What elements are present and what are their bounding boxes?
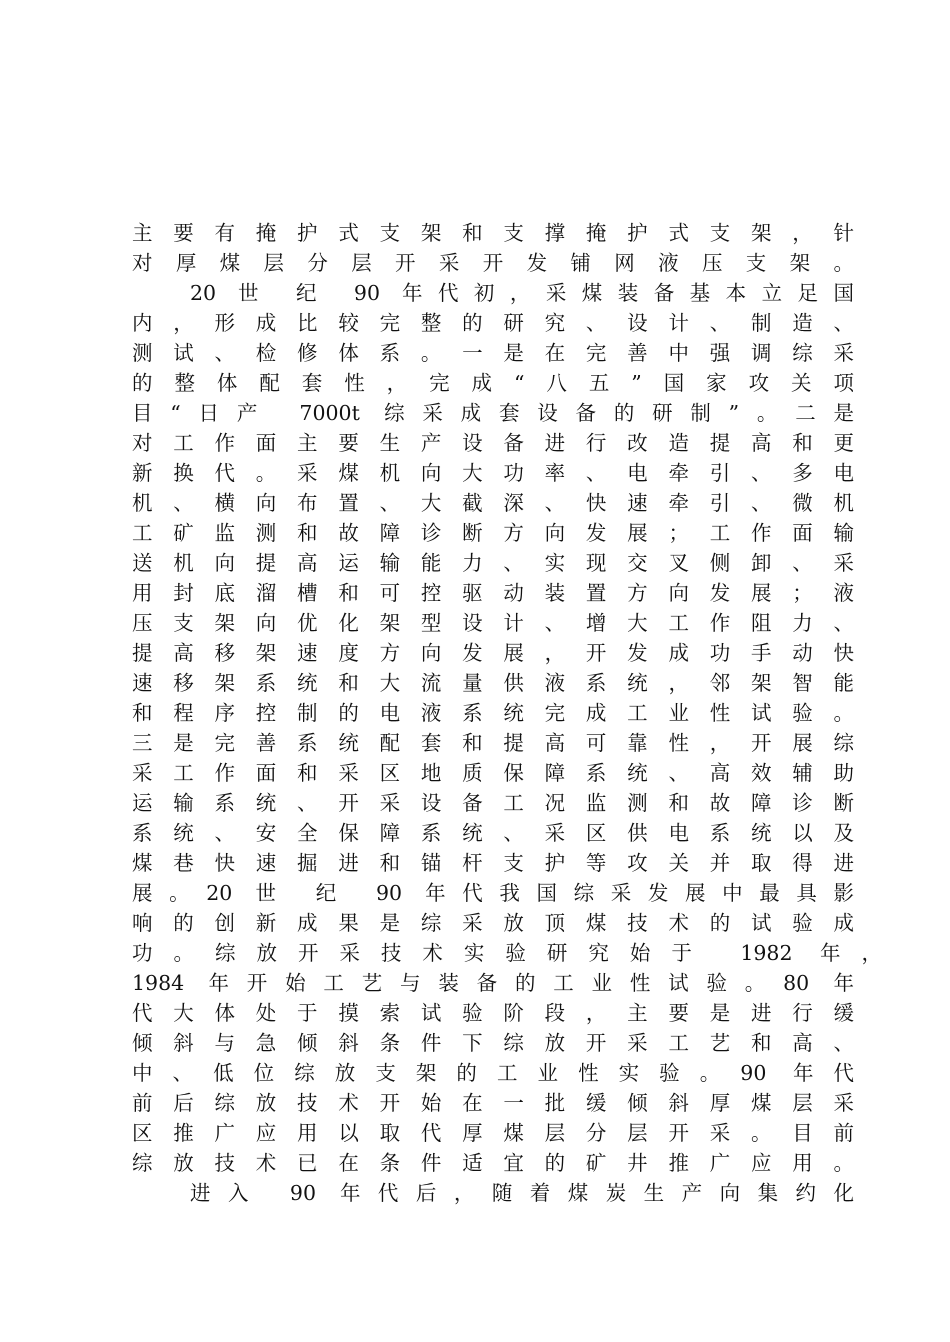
text-line: 机、横向布置、大截深、快速牵引、微机 — [132, 491, 854, 515]
text-line: 送机向提高运输能力、实现交叉侧卸、采 — [132, 551, 854, 575]
text-line: 综放技术已在条件适宜的矿井推广应用。 — [132, 1151, 854, 1175]
text-line: 对工作面主要生产设备进行改造提高和更 — [132, 431, 854, 455]
text-line: 提高移架速度方向发展，开发成功手动快 — [132, 641, 854, 665]
text-line: 展。20 世 纪 90 年代我国综采发展中最具影 — [132, 881, 854, 905]
text-line: 1984 年开始工艺与装备的工业性试验。80 年 — [132, 971, 854, 995]
text-line: 主要有掩护式支架和支撑掩护式支架，针 — [132, 221, 854, 245]
text-line: 响的创新成果是综采放顶煤技术的试验成 — [132, 911, 854, 935]
text-line: 新换代。采煤机向大功率、电牵引、多电 — [132, 461, 854, 485]
text-line: 功。综放开采技术实验研究始于 1982 年， — [132, 941, 882, 965]
text-line: 内，形成比较完整的研究、设计、制造、 — [132, 311, 854, 335]
text-line: 对厚煤层分层开采开发铺网液压支架。 — [132, 251, 854, 275]
text-line: 目“日产 7000t 综采成套设备的研制”。二是 — [132, 401, 854, 425]
paragraph-first-line: 进入 90 年代后，随着煤炭生产向集约化 — [190, 1181, 854, 1205]
text-line: 的整体配套性，完成“八五”国家攻关项 — [132, 371, 854, 395]
text-line: 压支架向优化架型设计、增大工作阻力、 — [132, 611, 854, 635]
text-line: 三是完善系统配套和提高可靠性，开展综 — [132, 731, 854, 755]
text-line: 倾斜与急倾斜条件下综放开采工艺和高、 — [132, 1031, 854, 1055]
text-line: 系统、安全保障系统、采区供电系统以及 — [132, 821, 854, 845]
paragraph-first-line: 20 世 纪 90 年代初，采煤装备基本立足国 — [190, 281, 854, 305]
text-line: 前后综放技术开始在一批缓倾斜厚煤层采 — [132, 1091, 854, 1115]
text-line: 测试、检修体系。一是在完善中强调综采 — [132, 341, 854, 365]
text-line: 用封底溜槽和可控驱动装置方向发展；液 — [132, 581, 854, 605]
text-line: 和程序控制的电液系统完成工业性试验。 — [132, 701, 854, 725]
text-line: 工矿监测和故障诊断方向发展；工作面输 — [132, 521, 854, 545]
text-line: 区推广应用以取代厚煤层分层开采。目前 — [132, 1121, 854, 1145]
text-line: 采工作面和采区地质保障系统、高效辅助 — [132, 761, 854, 785]
text-line: 煤巷快速掘进和锚杆支护等攻关并取得进 — [132, 851, 854, 875]
text-line: 运输系统、开采设备工况监测和故障诊断 — [132, 791, 854, 815]
text-line: 中、低位综放支架的工业性实验。90 年代 — [132, 1061, 854, 1085]
text-line: 速移架系统和大流量供液系统，邻架智能 — [132, 671, 854, 695]
text-line: 代大体处于摸索试验阶段，主要是进行缓 — [132, 1001, 854, 1025]
